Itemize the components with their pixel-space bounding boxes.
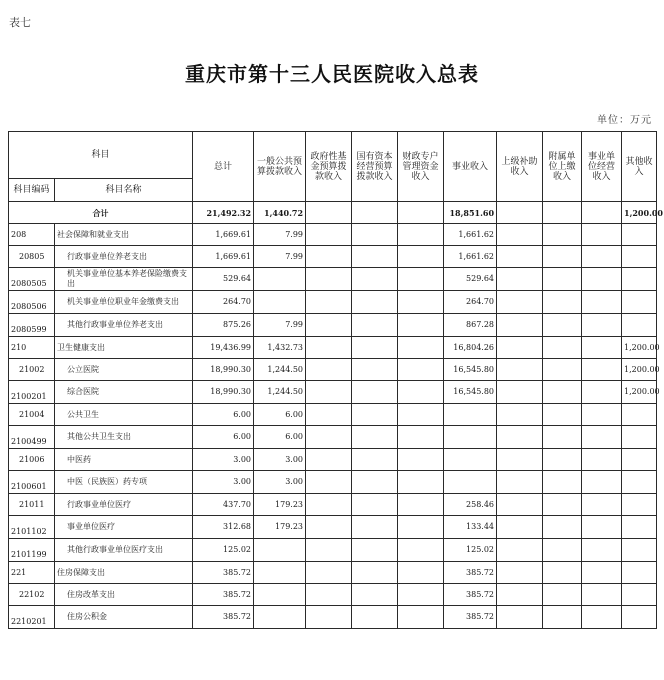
gov-fund-cell <box>306 314 352 337</box>
gov-fund-cell <box>306 516 352 539</box>
affiliated-cell <box>543 449 582 471</box>
gov-fund-cell <box>306 471 352 494</box>
subject-code-cell: 2210201 <box>9 606 55 629</box>
table-row <box>9 584 657 606</box>
affiliated-cell <box>543 606 582 629</box>
total-gov-fund <box>306 202 352 224</box>
general-budget-cell <box>254 562 306 584</box>
state-capital-cell <box>352 539 398 562</box>
superior-subsidy-cell <box>497 337 543 359</box>
header-superior-subsidy: 上级补助收入 <box>497 132 543 202</box>
gov-fund-cell <box>306 291 352 314</box>
gov-fund-cell <box>306 539 352 562</box>
other-cell <box>622 291 657 314</box>
gov-fund-cell <box>306 381 352 404</box>
subject-name-cell: 中医药 <box>55 449 193 471</box>
state-capital-cell <box>352 359 398 381</box>
operating-cell <box>582 562 622 584</box>
other-cell <box>622 404 657 426</box>
business-cell <box>444 426 497 449</box>
gov-fund-cell <box>306 359 352 381</box>
other-cell <box>622 471 657 494</box>
general-budget-cell: 179.23 <box>254 516 306 539</box>
general-budget-cell: 1,244.50 <box>254 359 306 381</box>
total-superior-subsidy <box>497 202 543 224</box>
state-capital-cell <box>352 268 398 291</box>
general-budget-cell: 179.23 <box>254 494 306 516</box>
header-affiliated: 附属单位上缴收入 <box>543 132 582 202</box>
table-row <box>9 404 657 426</box>
total-cell: 18,990.30 <box>193 359 254 381</box>
other-cell <box>622 516 657 539</box>
other-cell <box>622 224 657 246</box>
total-cell: 6.00 <box>193 426 254 449</box>
table-row <box>9 381 657 404</box>
superior-subsidy-cell <box>497 471 543 494</box>
general-budget-cell: 7.99 <box>254 246 306 268</box>
total-cell: 529.64 <box>193 268 254 291</box>
subject-code-cell: 21002 <box>9 359 55 381</box>
subject-name-cell: 住房改革支出 <box>55 584 193 606</box>
subject-code-cell: 2100499 <box>9 426 55 449</box>
other-cell <box>622 426 657 449</box>
total-cell: 875.26 <box>193 314 254 337</box>
business-cell: 385.72 <box>444 562 497 584</box>
fiscal-special-cell <box>398 539 444 562</box>
business-cell: 125.02 <box>444 539 497 562</box>
subject-name-cell: 机关事业单位职业年金缴费支出 <box>55 291 193 314</box>
operating-cell <box>582 359 622 381</box>
general-budget-cell <box>254 539 306 562</box>
subject-code-cell: 221 <box>9 562 55 584</box>
fiscal-special-cell <box>398 359 444 381</box>
other-cell: 1,200.00 <box>622 359 657 381</box>
table-row <box>9 314 657 337</box>
affiliated-cell <box>543 359 582 381</box>
state-capital-cell <box>352 426 398 449</box>
subject-code-cell: 2100201 <box>9 381 55 404</box>
superior-subsidy-cell <box>497 314 543 337</box>
table-row <box>9 539 657 562</box>
total-operating <box>582 202 622 224</box>
superior-subsidy-cell <box>497 381 543 404</box>
gov-fund-cell <box>306 224 352 246</box>
subject-name-cell: 其他行政事业单位养老支出 <box>55 314 193 337</box>
state-capital-cell <box>352 606 398 629</box>
fiscal-special-cell <box>398 224 444 246</box>
gov-fund-cell <box>306 449 352 471</box>
header-subject-code: 科目编码 <box>9 179 55 202</box>
operating-cell <box>582 268 622 291</box>
fiscal-special-cell <box>398 268 444 291</box>
general-budget-cell: 1,244.50 <box>254 381 306 404</box>
table-row <box>9 359 657 381</box>
header-subject: 科目 <box>9 132 193 179</box>
subject-code-cell: 210 <box>9 337 55 359</box>
table-row <box>9 449 657 471</box>
fiscal-special-cell <box>398 584 444 606</box>
state-capital-cell <box>352 337 398 359</box>
gov-fund-cell <box>306 426 352 449</box>
operating-cell <box>582 404 622 426</box>
fiscal-special-cell <box>398 314 444 337</box>
other-cell <box>622 584 657 606</box>
fiscal-special-cell <box>398 606 444 629</box>
superior-subsidy-cell <box>497 606 543 629</box>
gov-fund-cell <box>306 562 352 584</box>
business-cell: 16,545.80 <box>444 381 497 404</box>
total-cell: 437.70 <box>193 494 254 516</box>
header-row <box>9 132 657 179</box>
state-capital-cell <box>352 516 398 539</box>
fiscal-special-cell <box>398 426 444 449</box>
income-summary-table <box>8 131 663 629</box>
subject-code-cell: 22102 <box>9 584 55 606</box>
general-budget-cell <box>254 268 306 291</box>
total-cell: 385.72 <box>193 606 254 629</box>
operating-cell <box>582 224 622 246</box>
general-budget-cell: 3.00 <box>254 449 306 471</box>
business-cell <box>444 471 497 494</box>
header-state-capital: 国有资本经营预算拨款收入 <box>352 132 398 202</box>
total-other: 1,200.00 <box>622 202 657 224</box>
general-budget-cell: 7.99 <box>254 224 306 246</box>
state-capital-cell <box>352 449 398 471</box>
subject-name-cell: 中医（民族医）药专项 <box>55 471 193 494</box>
subject-name-cell: 公共卫生 <box>55 404 193 426</box>
table-row <box>9 426 657 449</box>
state-capital-cell <box>352 471 398 494</box>
state-capital-cell <box>352 494 398 516</box>
operating-cell <box>582 337 622 359</box>
subject-name-cell: 综合医院 <box>55 381 193 404</box>
subject-name-cell: 社会保障和就业支出 <box>55 224 193 246</box>
general-budget-cell <box>254 291 306 314</box>
subject-name-cell: 卫生健康支出 <box>55 337 193 359</box>
operating-cell <box>582 314 622 337</box>
fiscal-special-cell <box>398 494 444 516</box>
operating-cell <box>582 449 622 471</box>
affiliated-cell <box>543 471 582 494</box>
table-row <box>9 516 657 539</box>
total-business: 18,851.60 <box>444 202 497 224</box>
subject-code-cell: 21011 <box>9 494 55 516</box>
total-cell: 264.70 <box>193 291 254 314</box>
total-cell: 312.68 <box>193 516 254 539</box>
general-budget-cell: 7.99 <box>254 314 306 337</box>
state-capital-cell <box>352 584 398 606</box>
other-cell <box>622 494 657 516</box>
business-cell: 1,661.62 <box>444 224 497 246</box>
subject-name-cell: 机关事业单位基本养老保险缴费支出 <box>55 268 193 291</box>
subject-code-cell: 20805 <box>9 246 55 268</box>
total-label: 合计 <box>9 202 193 224</box>
subject-name-cell: 事业单位医疗 <box>55 516 193 539</box>
table-body <box>9 132 663 629</box>
business-cell: 258.46 <box>444 494 497 516</box>
gov-fund-cell <box>306 268 352 291</box>
table-row <box>9 606 657 629</box>
total-cell: 385.72 <box>193 562 254 584</box>
table-row <box>9 562 657 584</box>
state-capital-cell <box>352 224 398 246</box>
header-business: 事业收入 <box>444 132 497 202</box>
gov-fund-cell <box>306 337 352 359</box>
fiscal-special-cell <box>398 562 444 584</box>
other-cell <box>622 268 657 291</box>
affiliated-cell <box>543 246 582 268</box>
header-fiscal-special: 财政专户管理资金收入 <box>398 132 444 202</box>
general-budget-cell <box>254 606 306 629</box>
affiliated-cell <box>543 426 582 449</box>
subject-code-cell: 2080505 <box>9 268 55 291</box>
operating-cell <box>582 606 622 629</box>
header-operating: 事业单位经营收入 <box>582 132 622 202</box>
business-cell <box>444 449 497 471</box>
fiscal-special-cell <box>398 471 444 494</box>
gov-fund-cell <box>306 584 352 606</box>
gov-fund-cell <box>306 606 352 629</box>
other-cell <box>622 539 657 562</box>
header-total: 总计 <box>193 132 254 202</box>
total-cell: 18,990.30 <box>193 381 254 404</box>
table-row <box>9 224 657 246</box>
affiliated-cell <box>543 516 582 539</box>
superior-subsidy-cell <box>497 562 543 584</box>
business-cell: 529.64 <box>444 268 497 291</box>
total-state-capital <box>352 202 398 224</box>
state-capital-cell <box>352 404 398 426</box>
total-row <box>9 202 657 224</box>
operating-cell <box>582 516 622 539</box>
table-row <box>9 268 657 291</box>
business-cell: 1,661.62 <box>444 246 497 268</box>
total-general-budget: 1,440.72 <box>254 202 306 224</box>
total-cell: 19,436.99 <box>193 337 254 359</box>
fiscal-special-cell <box>398 516 444 539</box>
general-budget-cell <box>254 584 306 606</box>
subject-code-cell: 21004 <box>9 404 55 426</box>
total-affiliated <box>543 202 582 224</box>
superior-subsidy-cell <box>497 426 543 449</box>
superior-subsidy-cell <box>497 291 543 314</box>
affiliated-cell <box>543 494 582 516</box>
general-budget-cell: 3.00 <box>254 471 306 494</box>
state-capital-cell <box>352 291 398 314</box>
subject-name-cell: 其他公共卫生支出 <box>55 426 193 449</box>
gov-fund-cell <box>306 404 352 426</box>
superior-subsidy-cell <box>497 359 543 381</box>
subject-name-cell: 其他行政事业单位医疗支出 <box>55 539 193 562</box>
operating-cell <box>582 426 622 449</box>
subject-code-cell: 208 <box>9 224 55 246</box>
subject-name-cell: 住房保障支出 <box>55 562 193 584</box>
fiscal-special-cell <box>398 291 444 314</box>
gov-fund-cell <box>306 494 352 516</box>
other-cell <box>622 449 657 471</box>
other-cell: 1,200.00 <box>622 337 657 359</box>
affiliated-cell <box>543 268 582 291</box>
fiscal-special-cell <box>398 246 444 268</box>
business-cell: 133.44 <box>444 516 497 539</box>
affiliated-cell <box>543 381 582 404</box>
superior-subsidy-cell <box>497 268 543 291</box>
table-row <box>9 246 657 268</box>
table-row <box>9 337 657 359</box>
fiscal-special-cell <box>398 449 444 471</box>
affiliated-cell <box>543 539 582 562</box>
affiliated-cell <box>543 224 582 246</box>
subject-name-cell: 行政事业单位医疗 <box>55 494 193 516</box>
general-budget-cell: 6.00 <box>254 426 306 449</box>
operating-cell <box>582 494 622 516</box>
header-gov-fund: 政府性基金预算拨款收入 <box>306 132 352 202</box>
affiliated-cell <box>543 562 582 584</box>
business-cell: 16,545.80 <box>444 359 497 381</box>
state-capital-cell <box>352 562 398 584</box>
total-sum: 21,492.32 <box>193 202 254 224</box>
operating-cell <box>582 291 622 314</box>
table-row <box>9 494 657 516</box>
operating-cell <box>582 471 622 494</box>
unit-label: 单位：万元 <box>597 115 652 126</box>
superior-subsidy-cell <box>497 516 543 539</box>
gov-fund-cell <box>306 246 352 268</box>
total-cell: 125.02 <box>193 539 254 562</box>
total-cell: 3.00 <box>193 471 254 494</box>
superior-subsidy-cell <box>497 494 543 516</box>
other-cell <box>622 314 657 337</box>
header-subject-name: 科目名称 <box>55 179 193 202</box>
operating-cell <box>582 381 622 404</box>
table-row <box>9 471 657 494</box>
operating-cell <box>582 246 622 268</box>
subject-code-cell: 2080506 <box>9 291 55 314</box>
other-cell <box>622 562 657 584</box>
affiliated-cell <box>543 404 582 426</box>
superior-subsidy-cell <box>497 584 543 606</box>
business-cell: 16,804.26 <box>444 337 497 359</box>
subject-code-cell: 2080599 <box>9 314 55 337</box>
table-number: 表七 <box>9 16 31 29</box>
subject-name-cell: 公立医院 <box>55 359 193 381</box>
affiliated-cell <box>543 584 582 606</box>
subject-name-cell: 住房公积金 <box>55 606 193 629</box>
subject-name-cell: 行政事业单位养老支出 <box>55 246 193 268</box>
other-cell: 1,200.00 <box>622 381 657 404</box>
state-capital-cell <box>352 314 398 337</box>
business-cell: 867.28 <box>444 314 497 337</box>
total-cell: 1,669.61 <box>193 246 254 268</box>
fiscal-special-cell <box>398 404 444 426</box>
business-cell: 264.70 <box>444 291 497 314</box>
superior-subsidy-cell <box>497 224 543 246</box>
total-cell: 1,669.61 <box>193 224 254 246</box>
subject-code-cell: 2100601 <box>9 471 55 494</box>
subject-code-cell: 2101102 <box>9 516 55 539</box>
total-fiscal-special <box>398 202 444 224</box>
subject-code-cell: 21006 <box>9 449 55 471</box>
other-cell <box>622 246 657 268</box>
total-cell: 3.00 <box>193 449 254 471</box>
total-cell: 6.00 <box>193 404 254 426</box>
business-cell: 385.72 <box>444 606 497 629</box>
state-capital-cell <box>352 246 398 268</box>
header-general-budget: 一般公共预算拨款收入 <box>254 132 306 202</box>
state-capital-cell <box>352 381 398 404</box>
table-row <box>9 291 657 314</box>
business-cell <box>444 404 497 426</box>
header-other: 其他收入 <box>622 132 657 202</box>
other-cell <box>622 606 657 629</box>
subject-code-cell: 2101199 <box>9 539 55 562</box>
fiscal-special-cell <box>398 337 444 359</box>
superior-subsidy-cell <box>497 246 543 268</box>
page-title: 重庆市第十三人民医院收入总表 <box>185 62 479 86</box>
fiscal-special-cell <box>398 381 444 404</box>
superior-subsidy-cell <box>497 539 543 562</box>
business-cell: 385.72 <box>444 584 497 606</box>
general-budget-cell: 1,432.73 <box>254 337 306 359</box>
operating-cell <box>582 584 622 606</box>
superior-subsidy-cell <box>497 404 543 426</box>
affiliated-cell <box>543 291 582 314</box>
operating-cell <box>582 539 622 562</box>
superior-subsidy-cell <box>497 449 543 471</box>
general-budget-cell: 6.00 <box>254 404 306 426</box>
affiliated-cell <box>543 337 582 359</box>
affiliated-cell <box>543 314 582 337</box>
total-cell: 385.72 <box>193 584 254 606</box>
